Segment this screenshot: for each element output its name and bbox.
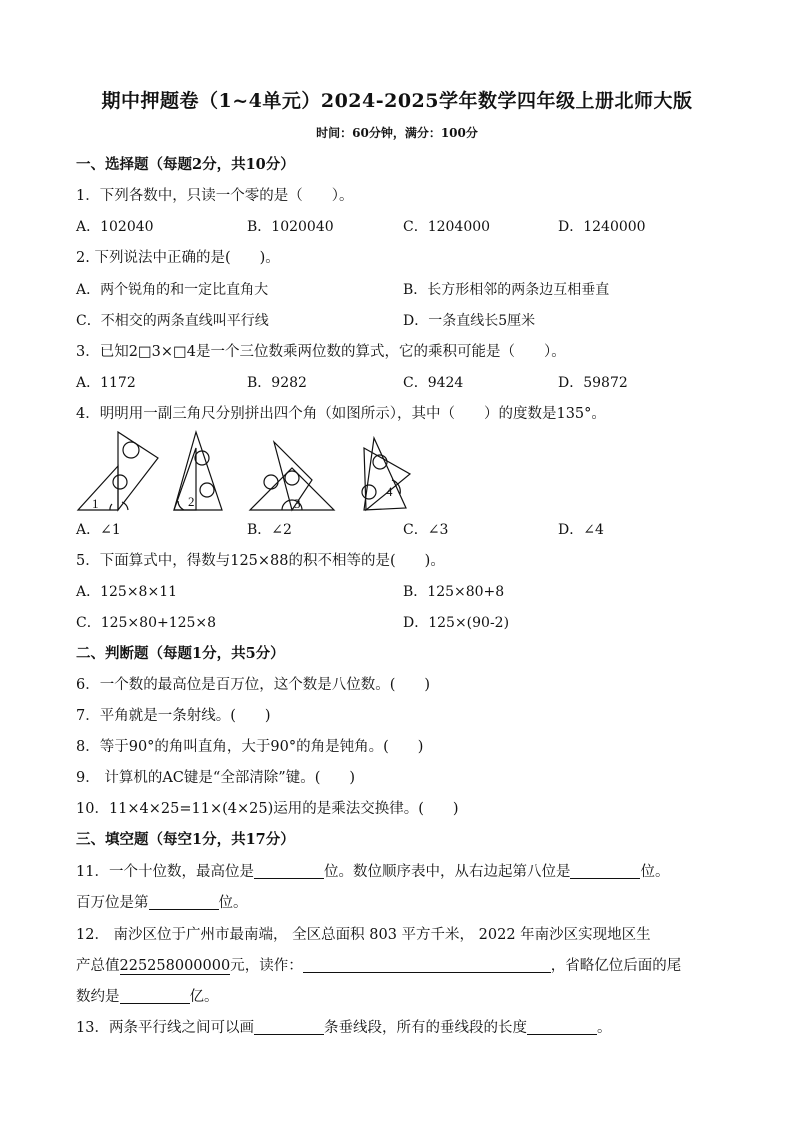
q12-text-5: 亿。 (189, 989, 219, 1005)
question-11-line-1 (76, 862, 669, 882)
q11-blank-1[interactable] (254, 862, 324, 879)
q3-option-d: D．59872 (558, 375, 628, 391)
q3-option-b: B．9282 (247, 375, 307, 391)
exam-info: 时间：60分钟，满分：100分 (316, 126, 478, 140)
question-12-line-1: 12． 南沙区位于广州市最南端， 全区总面积 803 平方千米， 2022 年南沙区实现地区生 (76, 927, 651, 943)
question-8: 8．等于90°的角叫直角，大于90°的角是钝角。( ) (76, 739, 424, 755)
q4-option-d: D．∠4 (558, 522, 604, 538)
q12-blank-approx[interactable] (120, 987, 190, 1004)
question-11-line-2 (76, 893, 248, 913)
angle-label-2: 2 (188, 494, 195, 509)
section-heading-judge: 二、判断题（每题1分，共5分） (76, 645, 285, 662)
question-9: 9． 计算机的AC键是“全部清除”键。( ) (76, 770, 356, 786)
question-2: 2. 下列说法中正确的是( )。 (76, 250, 280, 266)
angle-1-figure (78, 432, 158, 510)
question-1: 1．下列各数中，只读一个零的是（ ）。 (76, 188, 354, 204)
angle-label-1: 1 (92, 496, 99, 511)
question-12-line-2 (76, 956, 681, 976)
q12-blank-reading[interactable] (303, 956, 551, 973)
page-title: 期中押题卷（1~4单元）2024-2025学年数学四年级上册北师大版 (101, 90, 693, 112)
q12-text-3: ，省略亿位后面的尾 (550, 958, 682, 974)
section-heading-choice: 一、选择题（每题2分，共10分） (76, 156, 295, 173)
q11-blank-2[interactable] (570, 862, 640, 879)
question-7: 7．平角就是一条射线。( ) (76, 708, 271, 724)
triangle-ruler-figure (74, 428, 424, 516)
question-5: 5．下面算式中，得数与125×88的积不相等的是( )。 (76, 553, 445, 569)
angle-3-figure (250, 442, 334, 510)
q5-option-b: B．125×80+8 (403, 584, 505, 600)
angle-2-figure (174, 432, 222, 510)
question-10: 10．11×4×25=11×(4×25)运用的是乘法交换律。( ) (76, 801, 459, 817)
section-heading-fill: 三、填空题（每空1分，共17分） (76, 831, 295, 848)
q13-blank-1[interactable] (254, 1018, 324, 1035)
q1-option-b: B．1020040 (247, 219, 334, 235)
question-6: 6．一个数的最高位是百万位，这个数是八位数。( ) (76, 677, 431, 693)
angle-label-4: 4 (386, 484, 393, 499)
q13-blank-2[interactable] (527, 1018, 597, 1035)
q12-text-1: 产总值 (76, 958, 120, 974)
q11-blank-3[interactable] (149, 893, 219, 910)
q5-option-d: D．125×(90-2) (403, 615, 510, 631)
q12-text-4: 数约是 (76, 989, 120, 1005)
q5-option-c: C．125×80+125×8 (76, 615, 217, 631)
q2-option-b: B．长方形相邻的两条边互相垂直 (403, 282, 610, 298)
q13-text-3: 。 (596, 1020, 612, 1036)
angle-label-3: 3 (294, 496, 301, 511)
q13-text-2: 条垂线段，所有的垂线段的长度 (323, 1020, 527, 1036)
q5-option-a: A．125×8×11 (76, 584, 178, 600)
angle-4-figure (362, 438, 410, 510)
q11-text-3: 位。 (640, 864, 670, 880)
q11-text-2: 位。数位顺序表中，从右边起第八位是 (323, 864, 571, 880)
q3-option-c: C．9424 (403, 375, 464, 391)
q1-option-c: C．1204000 (403, 219, 491, 235)
q13-text-1: 13．两条平行线之间可以画 (76, 1020, 254, 1036)
q3-option-a: A．1172 (76, 375, 136, 391)
q2-option-d: D．一条直线长5厘米 (403, 313, 536, 329)
q1-option-d: D．1240000 (558, 219, 646, 235)
q11-text-5: 位。 (218, 895, 248, 911)
q12-gdp-value: 225258000000 (119, 958, 231, 974)
q11-text-1: 11．一个十位数，最高位是 (76, 864, 254, 880)
q2-option-c: C．不相交的两条直线叫平行线 (76, 313, 269, 329)
question-12-line-3 (76, 987, 219, 1007)
q2-option-a: A．两个锐角的和一定比直角大 (76, 282, 269, 298)
question-3: 3．已知2□3×□4是一个三位数乘两位数的算式，它的乘积可能是（ ）。 (76, 344, 566, 360)
q12-text-2: 元，读作： (230, 958, 303, 974)
question-4: 4．明明用一副三角尺分别拼出四个角（如图所示），其中（ ）的度数是135°。 (76, 406, 606, 422)
question-13 (76, 1018, 611, 1038)
q1-option-a: A．102040 (76, 219, 154, 235)
q11-text-4: 百万位是第 (76, 895, 149, 911)
q4-option-b: B．∠2 (247, 522, 292, 538)
q4-option-c: C．∠3 (403, 522, 449, 538)
q4-option-a: A．∠1 (76, 522, 121, 538)
